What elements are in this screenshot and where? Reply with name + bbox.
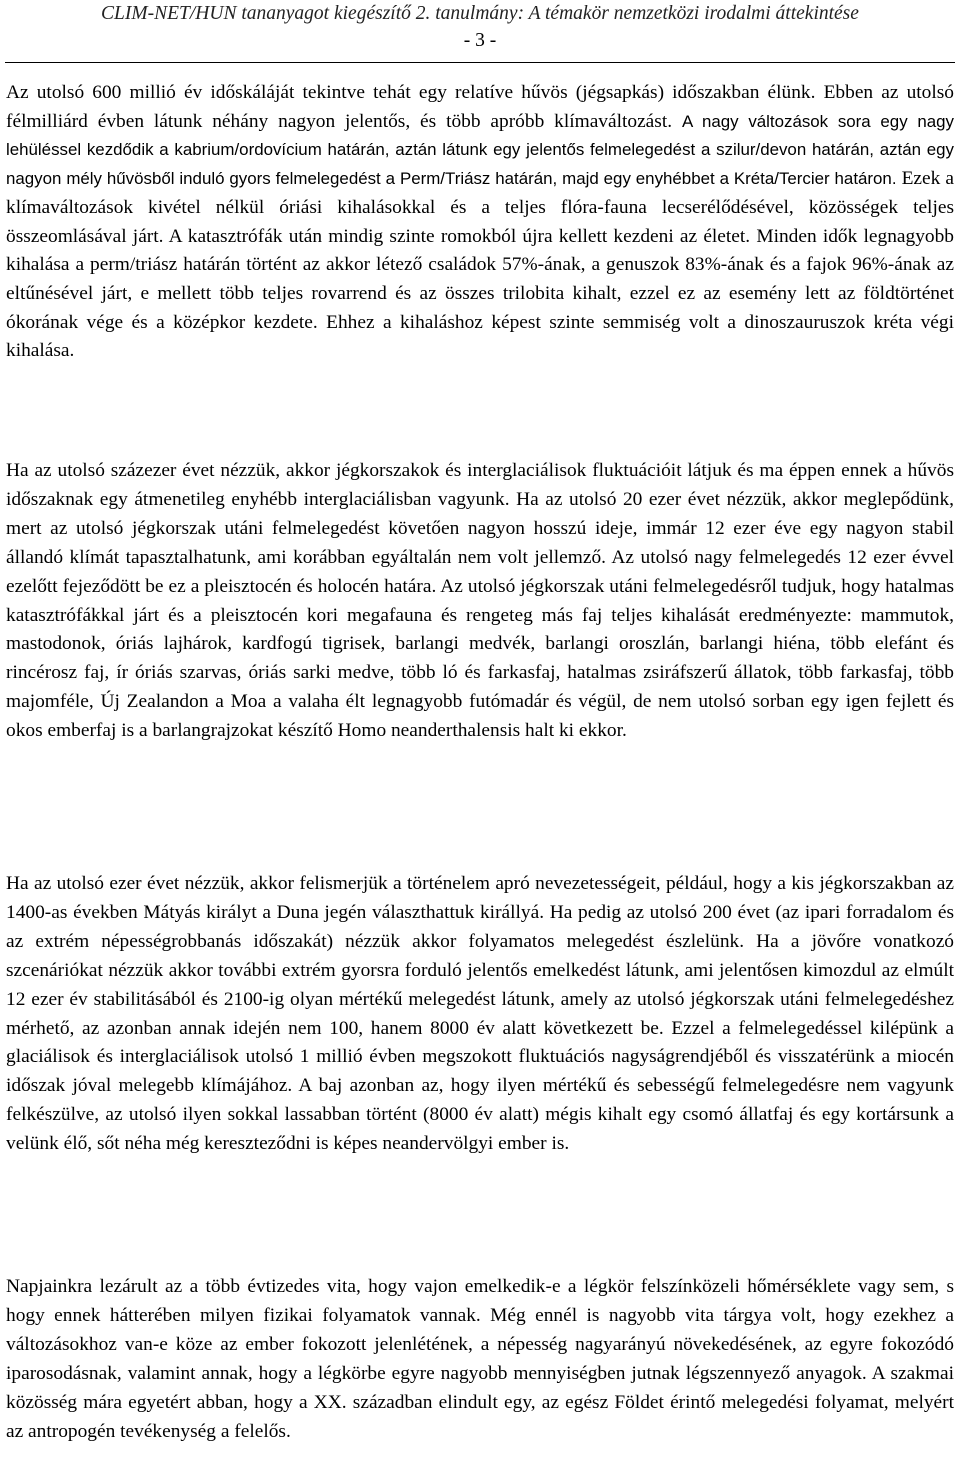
paragraph-1-intro: Az utolsó 600 millió év időskáláját tekintve tehát egy relatíve hűvös (jégsapkás) időszakban élünk. Ebben az utolsó félmilliárd évben látunk néhány nagyon jelentős, és több apróbb klímaváltozást. bbox=[6, 82, 954, 132]
paragraph-1-major-changes: A nagy változások sora egy nagy lehüléssel kezdődik a kabrium/ordovícium határán, aztán látunk egy jelentős felmelegedést a szilur/devon határán, aztán egy nagyon mély hűvösből induló gyors felmelegedést a Perm/Triász határán, majd egy enyhébbet a Kréta/Tercier határon. bbox=[6, 111, 954, 189]
paragraph-4 bbox=[6, 1273, 954, 1446]
paragraph-1 bbox=[6, 79, 954, 366]
paragraph-1-extinctions: Ezek a klímaváltozások kivétel nélkül óriási kihalásokkal és a teljes flóra-fauna lecserélődésével, közösségek teljes összeomlásával járt. A katasztrófák után mindig szinte romokból újra kellett kezdeni az életet. Minden idők legnagyobb kihalása a perm/triász határán történt az akkor létező családok 57%-ának, a genuszok 83%-ának és a fajok 96%-ának az eltűnésével járt, e mellett több teljes rovarrend és az összes trilobita kihalt, ezzel ez az esemény lett az földtörténet ókorának vége és a középkor kezdete. Ehhez a kihaláshoz képest szinte semmiség volt a dinoszauruszok kréta végi kihalása. bbox=[6, 168, 954, 362]
paragraph-2 bbox=[6, 457, 954, 746]
header-divider bbox=[5, 62, 955, 63]
paragraph-3-text: Ha az utolsó ezer évet nézzük, akkor felismerjük a történelem apró nevezetességeit, például, hogy a kis jégkorszakban az 1400-as években Mátyás királyt a Duna jegén választhattuk királlyá. Ha pedig az utolsó 200 évet (az ipari forradalom és az extrém népességrobbanás időszakát) nézzük akkor folyamatos melegedést észlelünk. Ha a jövőre vonatkozó szcenáriókat nézzük akkor további extrém gyorsra forduló jelentős emelkedést látunk, ami jelentősen kimozdul az elmúlt 12 ezer év stabilitásából és 2100-ig olyan mértékű melegedést látunk, amely az utolsó jégkorszak utáni felmelegedéshez mérhető, az azonban annak idején nem 100, hanem 8000 év alatt következett be. Ezzel a felmelegedéssel kilépünk a glaciálisok és interglaciálisok utolsó 1 millió évben megszokott fluktuációs nagyságrendjéből és visszatérünk a miocén időszak jóval melegebb klímájához. A baj azonban az, hogy ilyen mértékű és sebességű felmelegedésre nem vagyunk felkészülve, az utolsó ilyen sokkal lassabban történt (8000 év alatt) mégis kihalt egy csomó állatfaj és egy kortársunk a velünk élő, sőt néha még kereszteződni is képes neandervölgyi ember is. bbox=[6, 873, 954, 1155]
paragraph-4-text: Napjainkra lezárult az a több évtizedes vita, hogy vajon emelkedik-e a légkör felszínközeli hőmérséklete vagy sem, s hogy ennek hátterében milyen fizikai folyamatok vannak. Még ennél is nagyobb vita tárgya volt, hogy ezekhez a változásokhoz van-e köze az ember fokozott jelenlétének, a népesség nagyarányú növekedésének, az egyre fokozódó iparosodásnak, valamint annak, hogy a légkörbe egyre nagyobb mennyiségben jutnak légszennyező anyagok. A szakmai közösség mára egyetért abban, hogy a XX. században elindult egy, az egész Földet érintő melegedési folyamat, melyért az antropogén tevékenység a felelős. bbox=[6, 1276, 954, 1442]
paragraph-2-text: Ha az utolsó százezer évet nézzük, akkor jégkorszakok és interglaciálisok fluktuációit látjuk és ma éppen ennek a hűvös időszaknak egy átmenetileg enyhébb interglaciálisban vagyunk. Ha az utolsó 20 ezer évet nézzük, akkor meglepődünk, mert az utolsó jégkorszak utáni felmelegedést követően nagyon hosszú ideje, immár 12 ezer éve egy nagyon stabil állandó klímát tapasztalhatunk, ami korábban egyáltalán nem volt jellemző. Az utolsó nagy felmelegedés 12 ezer évvel ezelőtt fejeződött be ez a pleisztocén és holocén határa. Az utolsó jégkorszak utáni felmelegedésről tudjuk, hogy hatalmas katasztrófákkal járt és a pleisztocén kori megafauna és rengeteg más faj teljes kihalását eredményezte: mammutok, mastodonok, óriás lajhárok, kardfogú tigrisek, barlangi medvék, barlangi oroszlán, barlangi hiéna, több elefánt és rincérosz faj, ír óriás szarvas, óriás sarki medve, több ló és farkasfaj, hatalmas zsiráfszerű állatok, több farkasfaj, több majomféle, Új Zealandon a Moa a valaha élt legnagyobb futómadár és végül, de nem utolsó sorban egy igen fejlett és okos emberfaj is a barlangrajzokat készítő Homo neanderthalensis halt ki ekkor. bbox=[6, 460, 954, 742]
running-header: CLIM-NET/HUN tananyagot kiegészítő 2. tanulmány: A témakör nemzetközi irodalmi áttekintése bbox=[101, 3, 859, 24]
paragraph-3 bbox=[6, 870, 954, 1159]
page-number: - 3 - bbox=[463, 30, 497, 51]
